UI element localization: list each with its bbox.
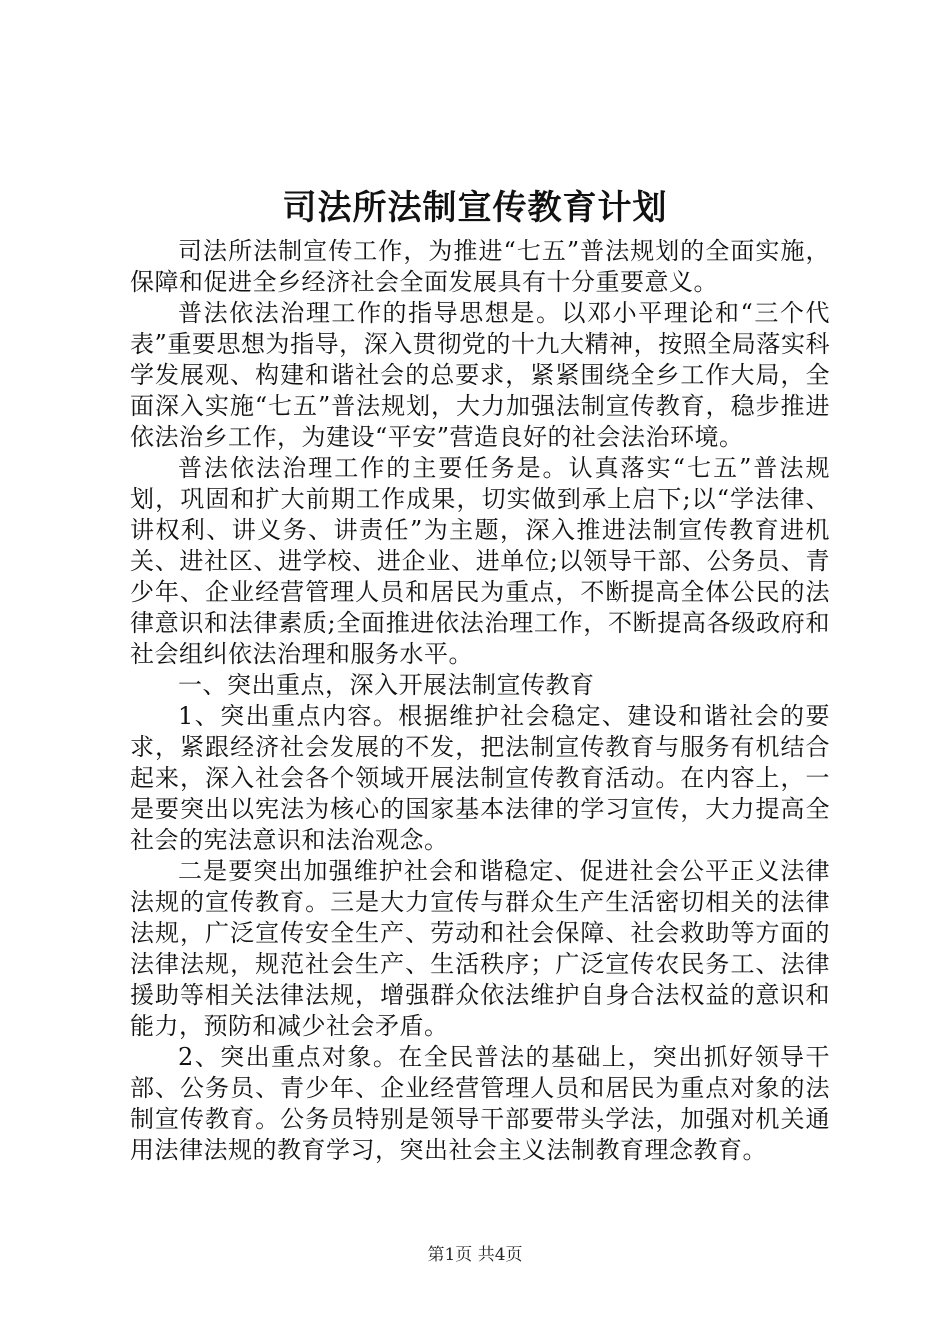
guiding-ideology-paragraph: 普法依法治理工作的指导思想是。以邓小平理论和“三个代表”重要思想为指导，深入贯彻党的十九大精神，按照全局落实科学发展观、构建和谐社会的总要求，紧紧围绕全乡工作大局，全面深入实施“七五”普法规划，大力加强法制宣传教育，稳步推进依法治乡工作，为建设“平安”营造良好的社会法治环境。 xyxy=(130,299,830,451)
intro-paragraph: 司法所法制宣传工作，为推进“七五”普法规划的全面实施，保障和促进全乡经济社会全面发展具有十分重要意义。 xyxy=(130,237,830,296)
page-footer: 第1页 共4页 xyxy=(427,1245,523,1265)
section-heading-1: 一、突出重点，深入开展法制宣传教育 xyxy=(178,671,595,699)
document-body xyxy=(130,236,830,1166)
document-title: 司法所法制宣传教育计划 xyxy=(282,188,668,228)
social-harmony-paragraph: 二是要突出加强维护社会和谐稳定、促进社会公平正义法律法规的宣传教育。三是大力宣传与群众生产生活密切相关的法律法规，广泛宣传安全生产、劳动和社会保障、社会救助等方面的法律法规，规范社会生产、生活秩序；广泛宣传农民务工、法律援助等相关法律法规，增强群众依法维护自身合法权益的意识和能力，预防和减少社会矛盾。 xyxy=(130,857,830,1040)
main-tasks-paragraph: 普法依法治理工作的主要任务是。认真落实“七五”普法规划，巩固和扩大前期工作成果，切实做到承上启下;以“学法律、讲权利、讲义务、讲责任”为主题，深入推进法制宣传教育进机关、进社区、进学校、进企业、进单位;以领导干部、公务员、青少年、企业经营管理人员和居民为重点，不断提高全体公民的法律意识和法律素质;全面推进依法治理工作，不断提高各级政府和社会组纠依法治理和服务水平。 xyxy=(130,454,830,668)
key-content-paragraph: 1、突出重点内容。根据维护社会稳定、建设和谐社会的要求，紧跟经济社会发展的不发，把法制宣传教育与服务有机结合起来，深入社会各个领域开展法制宣传教育活动。在内容上，一是要突出以宪法为核心的国家基本法律的学习宣传，大力提高全社会的宪法意识和法治观念。 xyxy=(130,702,830,854)
key-targets-paragraph: 2、突出重点对象。在全民普法的基础上，突出抓好领导干部、公务员、青少年、企业经营管理人员和居民为重点对象的法制宣传教育。公务员特别是领导干部要带头学法，加强对机关通用法律法规的教育学习，突出社会主义法制教育理念教育。 xyxy=(130,1043,830,1164)
